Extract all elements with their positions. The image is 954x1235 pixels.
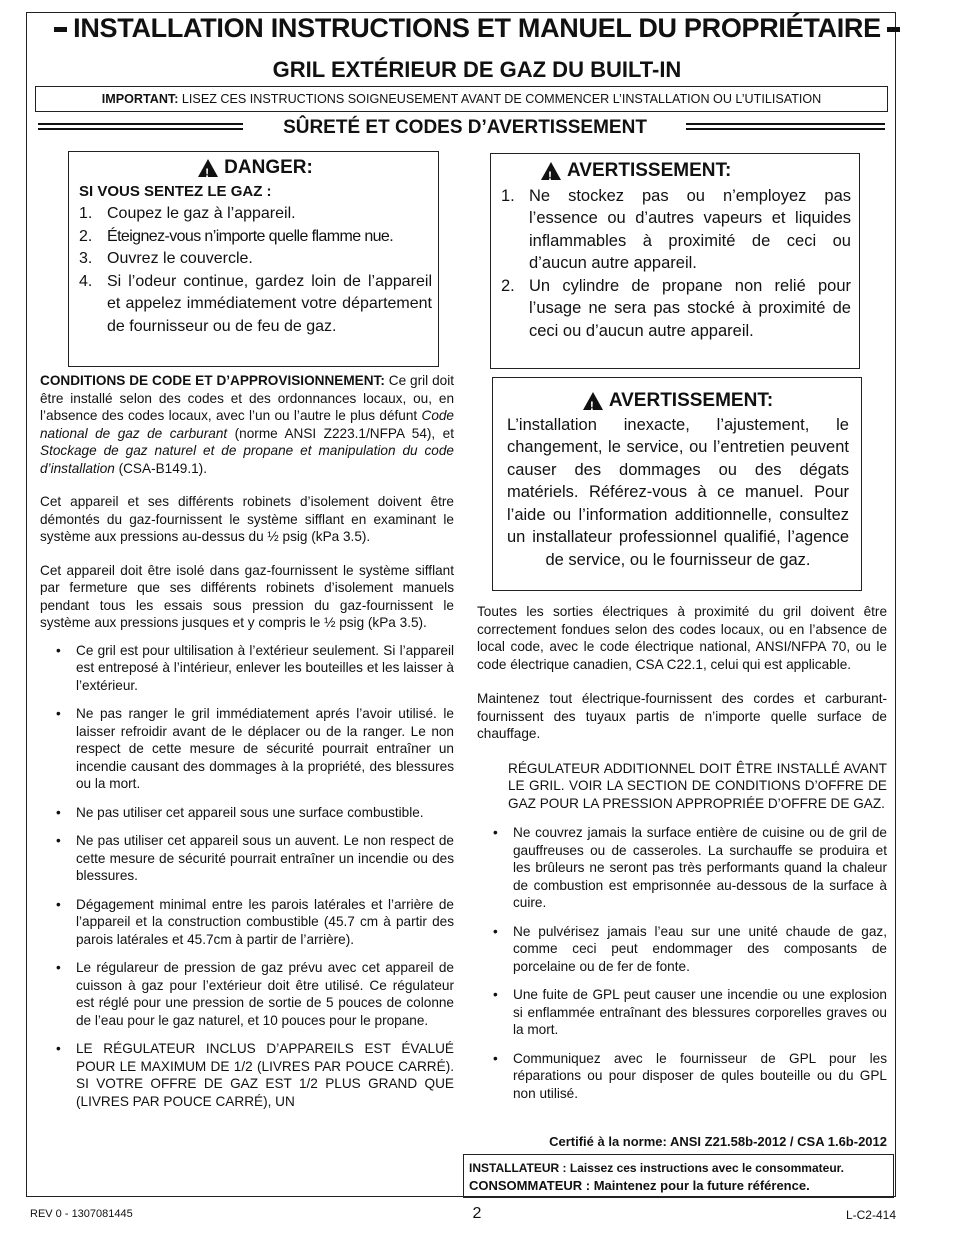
list-item: • Ne couvrez jamais la surface entière de cuisine ou de gril de gauffreuses ou de casseroles. La surchauffe se produira et les brûleurs ne seront pas très performants quand la chaleur de combustion est emprisonnée au-dessous de la surface à cuire. (477, 824, 887, 912)
section-rule-left (38, 123, 243, 130)
list-item: • Communiquez avec le fournisseur de GPL pour les réparations ou pour disposer de qules bouteille ou du GPL non utilisé. (477, 1050, 887, 1103)
list-item: 3. Ouvrez le couvercle. (79, 250, 253, 267)
installer-notice (463, 1154, 894, 1198)
section-heading: SÛRETÉ ET CODES D’AVERTISSEMENT (0, 117, 954, 141)
consumer-text: CONSOMMATEUR : Maintenez pour la future référence. (469, 1178, 810, 1193)
warning-box-storage: ! AVERTISSEMENT: 1. Ne stockez pas ou n’employez pas l’essence ou d’autres vapeurs et liquides inflammables à proximité de ceci ou d’aucun autre appareil. 2. Un cylindre de propane non relié pour l’usage ne sera pas stocké à proximité de ceci ou d’aucun autre appareil. (490, 153, 860, 369)
warning-triangle-icon (198, 159, 218, 177)
list-item: 4. Si l’odeur continue, gardez loin de l’appareil et appelez immédiatement votre département de fournisseur ou de feu de gaz. (79, 272, 432, 335)
list-item: • Dégagement minimal entre les parois latérales et l’arrière de l’appareil et la construction combustible (45.7 cm à partir des parois latérales et 45.7cm à partir de l’arrière). (40, 896, 454, 949)
important-notice: IMPORTANT: LISEZ CES INSTRUCTIONS SOIGNEUSEMENT AVANT DE COMMENCER L’INSTALLATION OU L’UTILISATION (35, 86, 888, 112)
list-item: • Ne pas utiliser cet appareil sous une surface combustible. (40, 804, 454, 822)
list-item: 2. Éteignez-vous n’importe quelle flamme nue. (79, 227, 394, 245)
certification-note: Certifié à la norme: ANSI Z21.58b-2012 / CSA 1.6b-2012 (549, 1134, 887, 1149)
warning-box-installation: ! AVERTISSEMENT: L’installation inexacte, l’ajustement, le changement, le service, ou l’entretien peuvent causer des dommages ou des dégats matériels. Référez-vous à ce manuel. Pour l’aide ou l’information additionnelle, consultez un installateur professionnel qualifié, l’agence de service, ou le fournisseur de gaz. (492, 377, 862, 591)
list-item: • Ne pas utiliser cet appareil sous un auvent. Le non respect de cette mesure de sécurité pourrait entraîner un incendie ou des blessures. (40, 832, 454, 885)
list-item: • Ne pulvérisez jamais l’eau sur une unité chaude de gaz, comme ceci peut endommager des composants de porcelaine ou de fer de fonte. (477, 923, 887, 976)
list-item: 1. Ne stockez pas ou n’employez pas l’essence ou d’autres vapeurs et liquides inflammables à proximité de ceci ou d’aucun autre appareil. (501, 186, 851, 272)
danger-list (79, 203, 432, 338)
page-subtitle: GRIL EXTÉRIEUR DE GAZ DU BUILT-IN (272, 57, 682, 82)
danger-box: ! DANGER: SI VOUS SENTEZ LE GAZ : 1. Coupez le gaz à l’appareil. 2. Éteignez-vous n’importe quelle flamme nue. 3. Ouvrez le couvercle. 4. Si l’odeur continue, gardez loin de l’appareil et appelez immédiatement votre département de fournisseur ou de feu de gaz. (68, 151, 439, 367)
section-rule-right (686, 123, 885, 130)
paragraph: Toutes les sorties électriques à proximité du gril doivent être correctement fondues selon des codes locaux, ou en l’absence de local code, avec le code électrique national, ANSI/NFPA 70, ou le code électrique canadien, CSA C22.1, celui qui est applicable. (477, 604, 887, 672)
danger-subtitle: SI VOUS SENTEZ LE GAZ : (79, 182, 272, 200)
safety-bullets (477, 824, 887, 1102)
right-column (477, 603, 887, 1102)
list-item: • LE RÉGULATEUR INCLUS D’APPAREILS EST ÉVALUÉ POUR LE MAXIMUM DE 1/2 (LIVRES PAR POUCE CARRÉ). SI VOTRE OFFRE DE GAZ EST 1/2 PLUS GRAND QUE (LIVRES PAR POUCE CARRÉ), UN (40, 1040, 454, 1110)
safety-bullets (40, 642, 454, 1111)
warning-triangle-icon (583, 392, 603, 410)
installer-text: INSTALLATEUR : Laissez ces instructions avec le consommateur. (469, 1161, 844, 1175)
list-item: 1. Coupez le gaz à l’appareil. (79, 205, 296, 222)
paragraph: RÉGULATEUR ADDITIONNEL DOIT ÊTRE INSTALLÉ AVANT LE GRIL. VOIR LA SECTION DE CONDITIONS D’OFFRE DE GAZ POUR LA PRESSION APPROPRIÉE D’OFFRE DE GAZ. (508, 760, 887, 811)
list-item: 2. Un cylindre de propane non relié pour l’usage ne sera pas stocké à proximité de ceci ou d’aucun autre appareil. (501, 276, 851, 340)
left-column (40, 372, 454, 1110)
document-code: L-C2-414 (845, 1208, 896, 1222)
warning-triangle-icon (541, 162, 561, 180)
page-title: INSTALLATION INSTRUCTIONS ET MANUEL DU PROPRIÉTAIRE (0, 13, 954, 44)
list-item: • Ne pas ranger le gril immédiatement aprés l’avoir utilisé. le laisser refroidir avant de le déplacer ou de la ranger. Le non respect de cette mesure de sécurité pourrait entraîner un incendie causant des dommages à la propriété, des blessures ou la mort. (40, 705, 454, 793)
revision-label: REV 0 - 1307081445 (30, 1208, 133, 1220)
warning-list (501, 185, 851, 343)
list-item: • Une fuite de GPL peut causer une incendie ou une explosion si enflammée entraînant des blessures corporelles graves ou la mort. (477, 986, 887, 1039)
warning-text: L’installation inexacte, l’ajustement, le changement, le service, ou l’entretien peuvent causer des dommages ou des dégats matériels. Référez-vous à ce manuel. Pour l’aide ou l’information additionnelle, consultez un installateur professionnel qualifié, l’agence de service, ou le fournisseur de gaz. (507, 415, 849, 569)
list-item: • Le régulareur de pression de gaz prévu avec cet appareil de cuisson à gaz pour l’extérieur doit être utilisé. Ce régulateur est réglé pour une pression de sortie de 5 pouces de colonne de l’eau pour le gaz naturel, et 10 pouces pour le propane. (40, 959, 454, 1029)
code-requirements: CONDITIONS DE CODE ET D’APPROVISIONNEMENT: Ce gril doit être installé selon des codes et des ordonnances locaux, ou, en l’absence des codes locaux, avec l’un ou l’autre le plus défunt Code national de gaz de carburant (norme ANSI Z223.1/NFPA 54), et Stockage de gaz naturel et de propane et manipulation du code d’installation (CSA-B149.1). (40, 373, 455, 476)
list-item: • Ce gril est pour ultilisation à l’extérieur seulement. Si l’appareil est entreposé à l’intérieur, enlever les bouteilles et les laisser à l’extérieur. (40, 642, 454, 695)
paragraph: Maintenez tout électrique-fournissent des cordes et carburant-fournissent des tuyaux partis de n’importe quelle surface de chauffage. (477, 691, 887, 741)
page-number: 2 (472, 1205, 482, 1222)
paragraph: Cet appareil et ses différents robinets d’isolement doivent être démontés du gaz-fournissent le système sifflant en examinant le système aux pressions au-dessus du ½ psig (kPa 3.5). (40, 494, 454, 544)
paragraph: Cet appareil doit être isolé dans gaz-fournissent le système sifflant par fermeture que ses différents robinets d’isolement manuels pendant tous les essais sous pression du gaz-fournissent le système aux pressions jusques et y compris le ½ psig (kPa 3.5). (40, 562, 454, 630)
